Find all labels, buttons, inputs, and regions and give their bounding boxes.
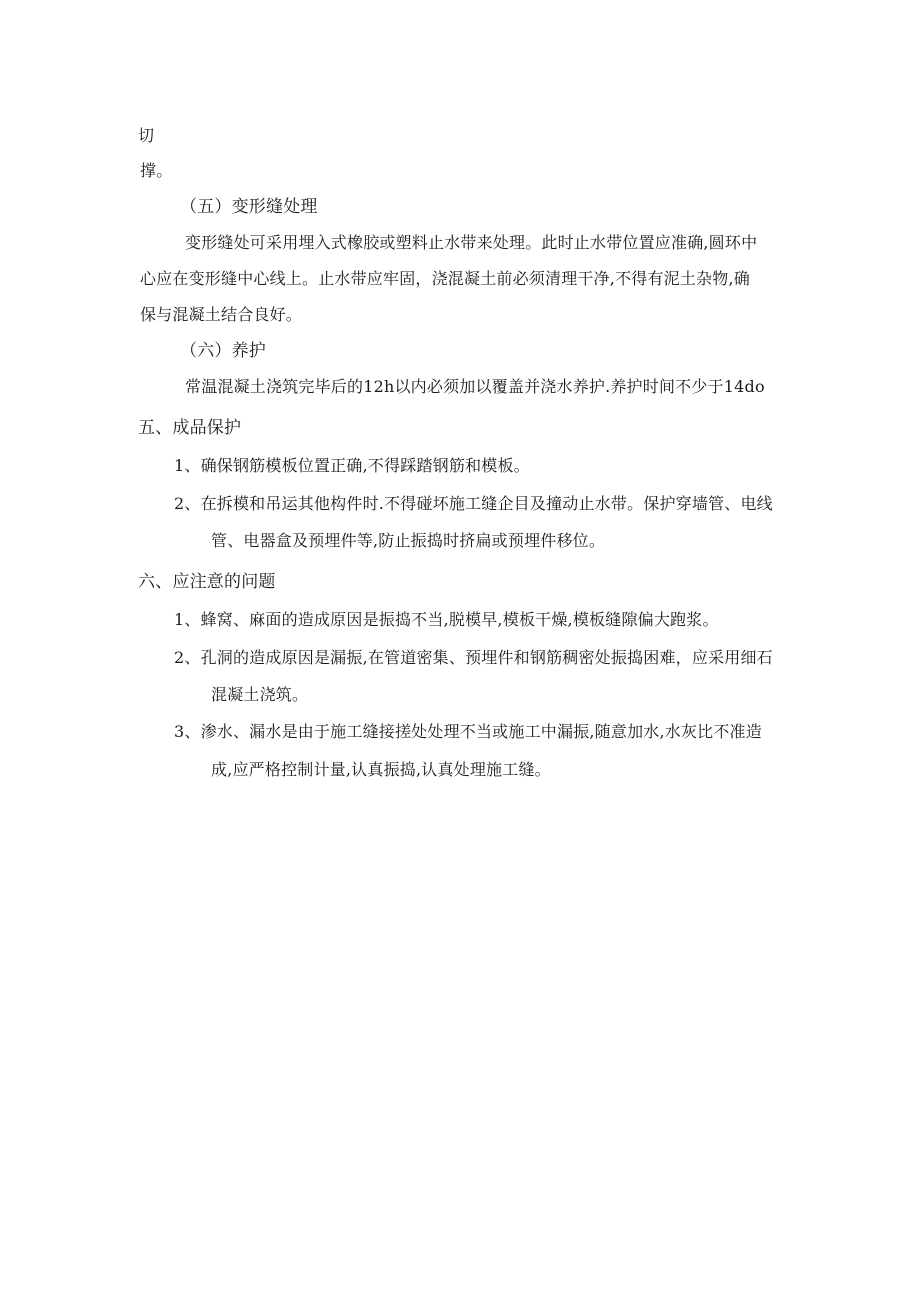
paragraph-line: 心应在变形缝中心线上。止水带应牢固，浇混凝土前必须清理干净,不得有泥土杂物,确 xyxy=(140,269,750,288)
list-item: 1、确保钢筋模板位置正确,不得踩踏钢筋和模板。 xyxy=(174,456,530,475)
list-item: 1、蜂窝、麻面的造成原因是振捣不当,脱模早,模板干燥,模板缝隙偏大跑浆。 xyxy=(174,610,719,629)
section-heading-attention-issues: 六、应注意的问题 xyxy=(138,572,276,592)
list-item-continuation: 管、电器盒及预埋件等,防止振捣时挤扁或预埋件移位。 xyxy=(211,531,606,550)
list-item: 3、渗水、漏水是由于施工缝接搓处处理不当或施工中漏振,随意加水,水灰比不准造 xyxy=(174,722,762,741)
section-heading-finished-protection: 五、成品保护 xyxy=(138,418,242,438)
paragraph-line: 变形缝处可采用埋入式橡胶或塑料止水带来处理。此时止水带位置应准确,圆环中 xyxy=(185,233,758,252)
paragraph-line: 保与混凝土结合良好。 xyxy=(140,305,303,324)
text-line: 撑。 xyxy=(140,161,173,180)
subsection-heading-deformation-joint: （五）变形缝处理 xyxy=(180,197,318,217)
list-item: 2、在拆模和吊运其他构件时.不得碰坏施工缝企目及撞动止水带。保护穿墙管、电线 xyxy=(174,494,773,513)
text-line: 切 xyxy=(138,126,155,145)
paragraph-line: 常温混凝土浇筑完毕后的12h以内必须加以覆盖并浇水养护.养护时间不少于14do xyxy=(185,377,765,396)
list-item-continuation: 混凝土浇筑。 xyxy=(211,685,309,704)
subsection-heading-curing: （六）养护 xyxy=(180,341,266,361)
list-item-continuation: 成,应严格控制计量,认真振捣,认真处理施工缝。 xyxy=(211,760,551,779)
list-item: 2、孔洞的造成原因是漏振,在管道密集、预埋件和钢筋稠密处振捣困难，应采用细石 xyxy=(174,648,773,667)
